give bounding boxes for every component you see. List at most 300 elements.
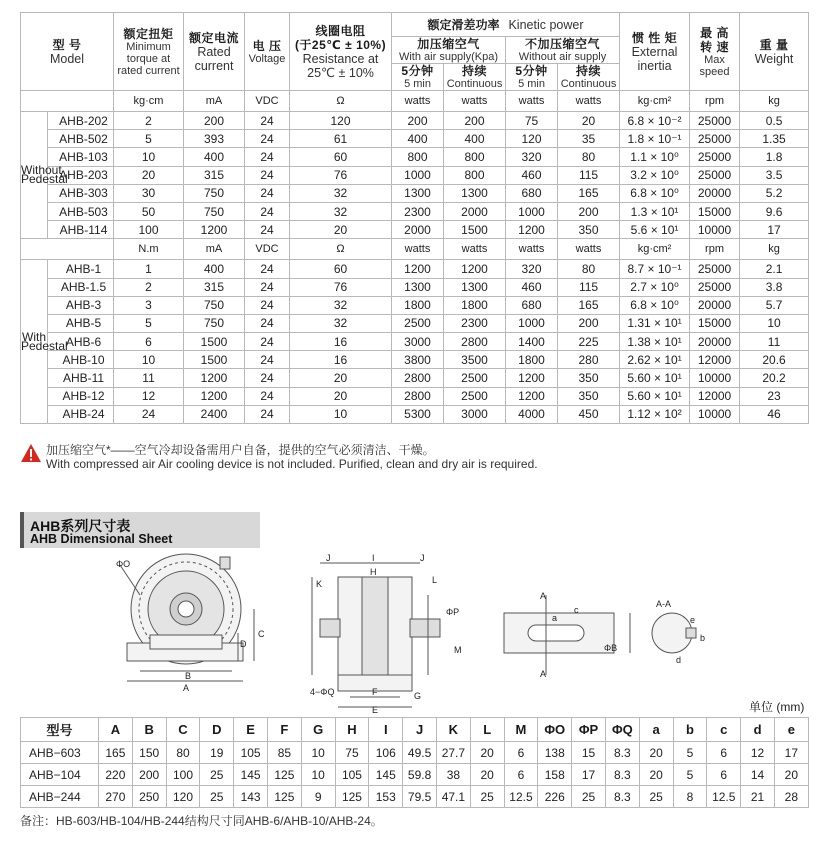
unit-cell: rpm [690, 91, 740, 112]
data-cell: 5300 [392, 405, 444, 423]
model-cell: AHB-303 [48, 184, 114, 202]
dimension-cell: 25 [200, 786, 234, 808]
dimension-header-cell: M [504, 718, 538, 742]
dimension-cell: 138 [538, 742, 572, 764]
data-cell: 1800 [444, 296, 506, 314]
data-cell: 120 [290, 112, 392, 130]
dimension-header-cell: ΦP [572, 718, 606, 742]
dimension-header-cell: a [639, 718, 673, 742]
label-section-aa: A-A [656, 599, 672, 609]
header-weight: 重 量 Weight [740, 13, 809, 91]
data-cell: 3 [114, 296, 184, 314]
label-f: F [372, 687, 378, 697]
unit-cell: kg·cm² [620, 91, 690, 112]
table-row [21, 202, 809, 220]
data-cell: 1000 [506, 314, 558, 332]
section-header [20, 512, 260, 548]
dimension-cell: 25 [470, 786, 504, 808]
data-cell: 6.8 × 10⁻² [620, 112, 690, 130]
data-cell: 24 [245, 148, 290, 166]
dimension-cell: 6 [504, 764, 538, 786]
data-cell: 10 [290, 405, 392, 423]
data-cell: 20 [558, 112, 620, 130]
data-cell: 350 [558, 369, 620, 387]
table-row [21, 260, 809, 278]
dimension-cell: 12.5 [504, 786, 538, 808]
dimension-cell: 20 [470, 764, 504, 786]
data-cell: 165 [558, 296, 620, 314]
data-cell: 2400 [184, 405, 245, 423]
dimension-cell: 120 [166, 786, 200, 808]
dimension-cell: 12 [741, 742, 775, 764]
dimension-header-cell: ΦO [538, 718, 572, 742]
dimension-cell: 145 [369, 764, 403, 786]
unit-cell: watts [392, 239, 444, 260]
data-cell: 750 [184, 202, 245, 220]
label-a-lower: a [552, 613, 558, 623]
model-cell: AHB-6 [48, 333, 114, 351]
dimension-header-cell: J [403, 718, 437, 742]
note-text-cn: 加压缩空气*——空气冷却设备需用户自备，提供的空气必须清洁、干燥。 [46, 443, 435, 457]
data-cell: 2000 [392, 221, 444, 239]
table-row [21, 351, 809, 369]
unit-cell: watts [506, 239, 558, 260]
data-cell: 25000 [690, 260, 740, 278]
data-cell: 20.2 [740, 369, 809, 387]
label-section-a-bottom: A [540, 669, 547, 679]
unit-cell: watts [558, 91, 620, 112]
table-row [21, 148, 809, 166]
header-with-air: 加压缩空气 With air supply(Kpa) [392, 37, 506, 64]
dimension-header-cell: d [741, 718, 775, 742]
data-cell: 1800 [392, 296, 444, 314]
dimension-header-cell: c [707, 718, 741, 742]
dimension-cell: 270 [99, 786, 133, 808]
table-row [21, 333, 809, 351]
label-c: C [258, 629, 265, 639]
group-label: Without Pedestal [21, 112, 48, 239]
data-cell: 120 [506, 130, 558, 148]
data-cell: 393 [184, 130, 245, 148]
model-cell: AHB-502 [48, 130, 114, 148]
section-accent-bar [20, 512, 24, 548]
data-cell: 400 [444, 130, 506, 148]
data-cell: 5 [114, 314, 184, 332]
data-cell: 2300 [392, 202, 444, 220]
data-cell: 20000 [690, 184, 740, 202]
data-cell: 46 [740, 405, 809, 423]
dimension-cell: 6 [707, 742, 741, 764]
data-cell: 1300 [392, 184, 444, 202]
label-h: H [370, 567, 377, 577]
dimension-cell: 28 [774, 786, 808, 808]
dimension-header-cell: 型号 [21, 718, 99, 742]
data-cell: 680 [506, 296, 558, 314]
data-cell: 680 [506, 184, 558, 202]
data-cell: 24 [245, 202, 290, 220]
data-cell: 2800 [444, 333, 506, 351]
data-cell: 1.12 × 10² [620, 405, 690, 423]
label-m: M [454, 645, 462, 655]
data-cell: 1200 [506, 221, 558, 239]
data-cell: 12 [114, 387, 184, 405]
table-row [21, 112, 809, 130]
table-row [21, 184, 809, 202]
note-text-en: With compressed air Air cooling device is not included. Purified, clean and dry air is required. [46, 457, 538, 471]
unit-cell: kg [740, 91, 809, 112]
data-cell: 76 [290, 278, 392, 296]
data-cell: 1200 [444, 260, 506, 278]
data-cell: 1500 [184, 333, 245, 351]
data-cell: 1300 [392, 278, 444, 296]
label-e: E [372, 705, 379, 715]
header-continuous: 持续 Continuous [558, 64, 620, 91]
header-max-speed: 最 高 转 速 Max speed [690, 13, 740, 91]
dimension-header-row [21, 718, 809, 742]
data-cell: 1200 [184, 221, 245, 239]
data-cell: 1000 [506, 202, 558, 220]
data-cell: 165 [558, 184, 620, 202]
dimension-header-cell: C [166, 718, 200, 742]
dimension-header-cell: ΦQ [605, 718, 639, 742]
model-cell: AHB-3 [48, 296, 114, 314]
label-d-lower: d [676, 655, 682, 665]
label-section-a-top: A [540, 591, 547, 601]
model-cell: AHB-10 [48, 351, 114, 369]
data-cell: 400 [184, 148, 245, 166]
dimension-cell: 200 [132, 764, 166, 786]
label-a: A [183, 683, 190, 693]
data-cell: 320 [506, 260, 558, 278]
data-cell: 10 [114, 148, 184, 166]
data-cell: 9.6 [740, 202, 809, 220]
dimension-header-cell: A [99, 718, 133, 742]
dimension-header-cell: D [200, 718, 234, 742]
label-phi-o: ΦO [116, 559, 131, 569]
data-cell: 3800 [392, 351, 444, 369]
data-cell: 4000 [506, 405, 558, 423]
unit-cell: kg·cm² [620, 239, 690, 260]
data-cell: 200 [184, 112, 245, 130]
data-cell: 11 [114, 369, 184, 387]
unit-row-without [21, 91, 809, 112]
model-cell: AHB-114 [48, 221, 114, 239]
model-cell: AHB-1 [48, 260, 114, 278]
data-cell: 50 [114, 202, 184, 220]
data-cell: 20000 [690, 333, 740, 351]
dimension-cell: 14 [741, 764, 775, 786]
data-cell: 16 [290, 333, 392, 351]
data-cell: 1.1 × 10⁰ [620, 148, 690, 166]
dimension-cell: 145 [234, 764, 268, 786]
data-cell: 1.31 × 10¹ [620, 314, 690, 332]
group-label: With Pedestal [21, 260, 48, 424]
dimension-header-cell: H [335, 718, 369, 742]
data-cell: 24 [245, 351, 290, 369]
dimension-header-cell: G [301, 718, 335, 742]
data-cell: 3500 [444, 351, 506, 369]
dimension-cell: 6 [504, 742, 538, 764]
footnote: 备注：HB-603/HB-104/HB-244结构尺寸同AHB-6/AHB-10/AHB-24。 [20, 814, 383, 828]
table-row [21, 405, 809, 423]
label-b-lower: b [700, 633, 706, 643]
data-cell: 750 [184, 184, 245, 202]
data-cell: 10000 [690, 221, 740, 239]
data-cell: 32 [290, 314, 392, 332]
data-cell: 3.2 × 10⁰ [620, 166, 690, 184]
unit-cell: mA [184, 239, 245, 260]
data-cell: 115 [558, 278, 620, 296]
model-cell: AHB-12 [48, 387, 114, 405]
unit-cell: mA [184, 91, 245, 112]
data-cell: 200 [558, 202, 620, 220]
data-cell: 16 [290, 351, 392, 369]
data-cell: 2000 [444, 202, 506, 220]
dimension-cell: 125 [267, 786, 301, 808]
data-cell: 800 [392, 148, 444, 166]
dimension-cell: 79.5 [403, 786, 437, 808]
data-cell: 25000 [690, 112, 740, 130]
data-cell: 3.5 [740, 166, 809, 184]
data-cell: 225 [558, 333, 620, 351]
data-cell: 24 [245, 130, 290, 148]
data-cell: 750 [184, 296, 245, 314]
data-cell: 1.8 × 10⁻¹ [620, 130, 690, 148]
data-cell: 2.1 [740, 260, 809, 278]
model-cell: AHB−244 [21, 786, 99, 808]
data-cell: 1.8 [740, 148, 809, 166]
data-cell: 6.8 × 10⁰ [620, 296, 690, 314]
data-cell: 315 [184, 278, 245, 296]
table-row [21, 296, 809, 314]
unit-cell: watts [506, 91, 558, 112]
data-cell: 2500 [444, 387, 506, 405]
header-voltage: 电 压 Voltage [245, 13, 290, 91]
data-cell: 24 [245, 166, 290, 184]
data-cell: 17 [740, 221, 809, 239]
dimension-cell: 12.5 [707, 786, 741, 808]
data-cell: 20 [114, 166, 184, 184]
data-cell: 1300 [444, 278, 506, 296]
unit-cell: Ω [290, 91, 392, 112]
dimension-cell: 15 [572, 742, 606, 764]
data-cell: 750 [184, 314, 245, 332]
data-cell: 24 [245, 296, 290, 314]
header-without-air: 不加压缩空气 Without air supply [506, 37, 620, 64]
data-cell: 25000 [690, 166, 740, 184]
data-cell: 25000 [690, 130, 740, 148]
data-cell: 10000 [690, 369, 740, 387]
model-cell: AHB-11 [48, 369, 114, 387]
dimension-cell: 8 [673, 786, 707, 808]
dimension-cell: 8.3 [605, 786, 639, 808]
label-k: K [316, 579, 323, 589]
data-cell: 5 [114, 130, 184, 148]
data-cell: 1200 [392, 260, 444, 278]
dimension-cell: 27.7 [436, 742, 470, 764]
data-cell: 24 [245, 314, 290, 332]
header-resistance: 线圈电阻 (于25℃ ± 10%) Resistance at 25℃ ± 10% [290, 13, 392, 91]
dimension-cell: 250 [132, 786, 166, 808]
data-cell: 350 [558, 387, 620, 405]
dimension-header-cell: E [234, 718, 268, 742]
data-cell: 32 [290, 184, 392, 202]
data-cell: 24 [245, 221, 290, 239]
dimension-header-cell: F [267, 718, 301, 742]
unit-row-with [21, 239, 809, 260]
unit-cell: VDC [245, 239, 290, 260]
dimension-cell: 158 [538, 764, 572, 786]
data-cell: 3000 [444, 405, 506, 423]
spec-table-body [21, 91, 809, 424]
dimension-cell: 165 [99, 742, 133, 764]
dimension-cell: 17 [572, 764, 606, 786]
unit-label: 单位 (mm) [749, 700, 805, 714]
data-cell: 2.7 × 10⁰ [620, 278, 690, 296]
model-cell: AHB−104 [21, 764, 99, 786]
dimension-cell: 8.3 [605, 764, 639, 786]
dimension-cell: 75 [335, 742, 369, 764]
data-cell: 115 [558, 166, 620, 184]
table-row [21, 742, 809, 764]
data-cell: 20 [290, 387, 392, 405]
table-row [21, 387, 809, 405]
dimension-cell: 25 [639, 786, 673, 808]
dimension-cell: 125 [335, 786, 369, 808]
label-4-phi-q: 4−ΦQ [310, 687, 335, 697]
data-cell: 12000 [690, 387, 740, 405]
data-cell: 2 [114, 112, 184, 130]
unit-cell: N.m [114, 239, 184, 260]
data-cell: 10000 [690, 405, 740, 423]
data-cell: 25000 [690, 278, 740, 296]
data-cell: 1300 [444, 184, 506, 202]
dimension-cell: 106 [369, 742, 403, 764]
data-cell: 76 [290, 166, 392, 184]
table-row [21, 764, 809, 786]
dimension-cell: 25 [572, 786, 606, 808]
header-five-min: 5分钟 5 min [506, 64, 558, 91]
data-cell: 1000 [392, 166, 444, 184]
dimension-cell: 125 [267, 764, 301, 786]
data-cell: 0.5 [740, 112, 809, 130]
data-cell: 24 [245, 405, 290, 423]
data-cell: 800 [444, 166, 506, 184]
model-cell: AHB−603 [21, 742, 99, 764]
label-l: L [432, 575, 438, 585]
unit-cell: rpm [690, 239, 740, 260]
data-cell: 1200 [506, 369, 558, 387]
data-cell: 6 [114, 333, 184, 351]
data-cell: 1500 [444, 221, 506, 239]
dimension-drawings [0, 555, 825, 715]
data-cell: 24 [245, 260, 290, 278]
dimension-cell: 17 [774, 742, 808, 764]
data-cell: 100 [114, 221, 184, 239]
unit-cell: watts [444, 91, 506, 112]
label-phi-p: ΦP [446, 607, 460, 617]
table-row [21, 314, 809, 332]
table-row [21, 786, 809, 808]
data-cell: 1400 [506, 333, 558, 351]
table-row [21, 221, 809, 239]
data-cell: 30 [114, 184, 184, 202]
data-cell: 400 [392, 130, 444, 148]
model-cell: AHB-103 [48, 148, 114, 166]
dimension-cell: 220 [99, 764, 133, 786]
label-g: G [414, 691, 422, 701]
data-cell: 2500 [392, 314, 444, 332]
data-cell: 12000 [690, 351, 740, 369]
dimension-cell: 21 [741, 786, 775, 808]
data-cell: 24 [245, 333, 290, 351]
data-cell: 400 [184, 260, 245, 278]
dimension-cell: 85 [267, 742, 301, 764]
model-cell: AHB-202 [48, 112, 114, 130]
dimension-header-cell: L [470, 718, 504, 742]
spec-table [20, 12, 809, 424]
header-slip-power: 额定滑差功率 Kinetic power [392, 13, 620, 37]
data-cell: 5.6 × 10¹ [620, 221, 690, 239]
data-cell: 1200 [506, 387, 558, 405]
dimension-header-cell: B [132, 718, 166, 742]
data-cell: 1500 [184, 351, 245, 369]
dimension-cell: 19 [200, 742, 234, 764]
section-title-en: AHB Dimensional Sheet [30, 532, 173, 546]
label-c-lower: c [574, 605, 579, 615]
dimension-cell: 20 [639, 742, 673, 764]
data-cell: 1.35 [740, 130, 809, 148]
model-cell: AHB-203 [48, 166, 114, 184]
data-cell: 20.6 [740, 351, 809, 369]
data-cell: 24 [245, 369, 290, 387]
header-five-min: 5分钟 5 min [392, 64, 444, 91]
dimension-table [20, 717, 809, 808]
data-cell: 24 [245, 112, 290, 130]
table-row [21, 166, 809, 184]
data-cell: 1.38 × 10¹ [620, 333, 690, 351]
data-cell: 6.8 × 10⁰ [620, 184, 690, 202]
data-cell: 24 [245, 184, 290, 202]
label-j-right: J [420, 553, 425, 563]
dimension-cell: 10 [301, 742, 335, 764]
unit-cell: kg·cm [114, 91, 184, 112]
data-cell: 60 [290, 260, 392, 278]
label-i: I [372, 553, 375, 563]
data-cell: 460 [506, 278, 558, 296]
front-view-drawing [120, 554, 254, 681]
data-cell: 1800 [506, 351, 558, 369]
data-cell: 2500 [444, 369, 506, 387]
data-cell: 75 [506, 112, 558, 130]
data-cell: 1200 [184, 369, 245, 387]
dimension-cell: 9 [301, 786, 335, 808]
data-cell: 5.2 [740, 184, 809, 202]
dimension-table-body [21, 742, 809, 808]
data-cell: 23 [740, 387, 809, 405]
unit-cell: watts [444, 239, 506, 260]
data-cell: 320 [506, 148, 558, 166]
data-cell: 2300 [444, 314, 506, 332]
header-continuous: 持续 Continuous [444, 64, 506, 91]
dimension-cell: 49.5 [403, 742, 437, 764]
label-d: D [240, 639, 247, 649]
dimension-cell: 143 [234, 786, 268, 808]
header-inertia: 惯 性 矩 External inertia [620, 13, 690, 91]
section-title-cn: AHB系列尺寸表 [30, 518, 131, 534]
dimension-cell: 105 [234, 742, 268, 764]
unit-cell: kg [740, 239, 809, 260]
